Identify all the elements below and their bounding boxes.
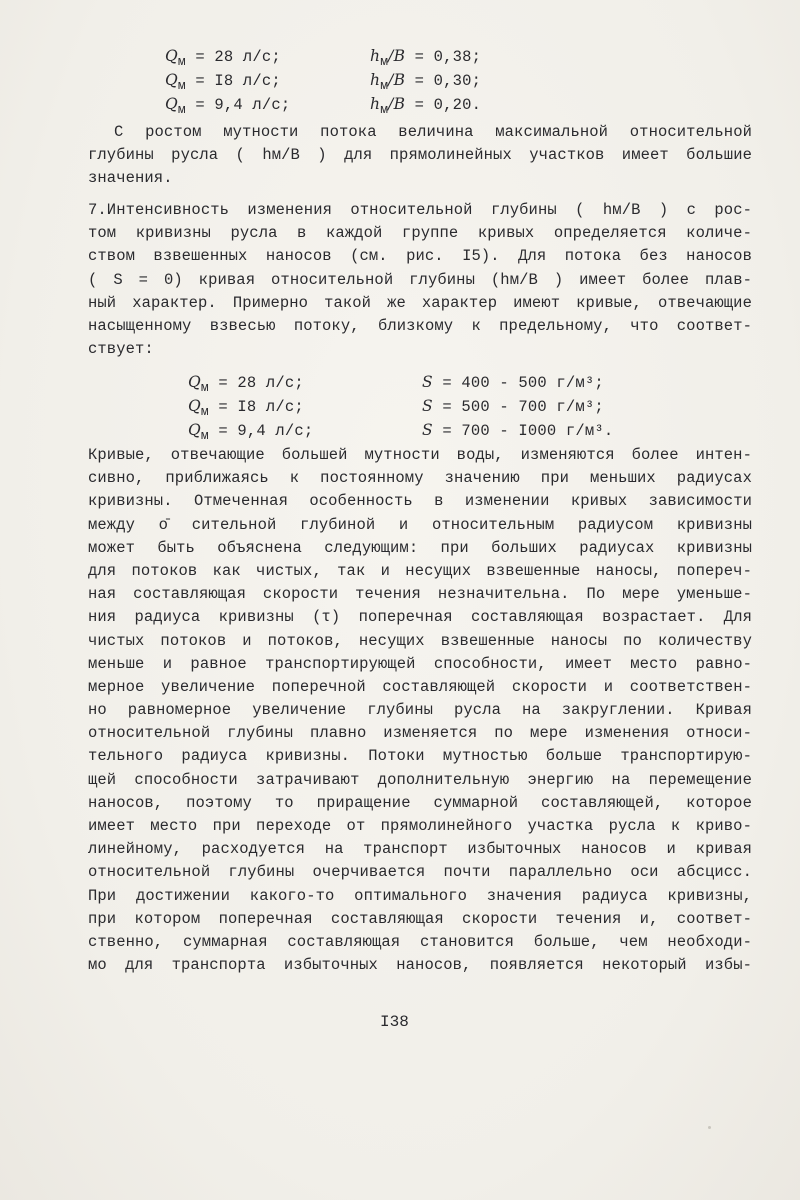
discharge-value: = I8 л/с; [218, 398, 304, 416]
formula-row: $Q_м = I8$ л/с; $h_м/B = 0,30$; [165, 71, 482, 94]
relative-depth-value: = 0,20. [414, 96, 482, 114]
turbidity-value: = 400 - 500 г/м³; [442, 374, 604, 392]
turbidity-value: = 500 - 700 г/м³; [442, 398, 604, 416]
text-line: ный характер. Примерно такой же характер имеют кривые, отвечающие [88, 293, 752, 312]
page-number: I38 [380, 1013, 409, 1031]
text-line: между о̄ сительной глубиной и относительным радиусом кривизны [88, 515, 752, 534]
formula-row: $Q_м = I8$ л/с; S = 500 - 700 г/м³; [188, 397, 604, 420]
relative-depth-value: = 0,38; [414, 48, 482, 66]
text-line: ния радиуса кривизны (τ) поперечная составляющая возрастает. Для [88, 608, 752, 627]
paragraph-2 [88, 199, 752, 361]
symbol-h: h [370, 71, 381, 89]
formula-row: $Q_м = 9,4$ л/с; $h_м/B = 0,20$. [165, 95, 482, 118]
formula-row: $Q_м = 28$ л/с; $h_м/B = 0,38$; [165, 47, 482, 70]
text-line: ственно, суммарная составляющая становится больше, чем необходи- [88, 932, 752, 951]
text-line: том кривизны русла в каждой группе кривых определяется количе- [88, 224, 752, 243]
text-line: кривизны. Отмеченная особенность в изменении кривых зависимости [88, 492, 752, 511]
text-line: относительной глубины плавно изменяется по мере изменения относи- [88, 724, 752, 743]
text-line: глубины русла ( hм/B ) для прямолинейных участков имеет большие [88, 146, 752, 165]
turbidity-value: = 700 - I000 г/м³. [442, 422, 614, 440]
discharge-value: = 28 л/с; [218, 374, 304, 392]
text-line: относительной глубины очерчивается почти параллельно оси абсцисс. [88, 863, 752, 882]
symbol-q: Q [165, 47, 178, 65]
text-line: ная составляющая скорости течения незначительна. По мере уменьше- [88, 585, 752, 604]
symbol-h: h [370, 95, 381, 113]
text-line: ( S = 0) кривая относительной глубины (hм/B ) имеет более плав- [88, 270, 752, 289]
text-line: С ростом мутности потока величина максимальной относительной [114, 123, 752, 141]
discharge-value: = I8 л/с; [195, 72, 281, 90]
discharge-value: = 28 л/с; [195, 48, 281, 66]
symbol-q: Q [188, 373, 201, 391]
text-line: ством взвешенных наносов (см. рис. I5). Для потока без наносов [88, 247, 752, 266]
text-line: при котором поперечная составляющая скорости течения и, соответ- [88, 909, 752, 928]
relative-depth-value: = 0,30; [414, 72, 482, 90]
symbol-q: Q [165, 71, 178, 89]
text-line: но равномерное увеличение глубины русла на закруглении. Кривая [88, 701, 752, 720]
formula-row: $Q_м = 28$ л/с; S = 400 - 500 г/м³; [188, 373, 604, 396]
text-line: чистых потоков и потоков, несущих взвешенные наносы по количеству [88, 631, 752, 650]
text-line: тельного радиуса кривизны. Потоки мутностью больше транспортирую- [88, 747, 752, 766]
text-line: может быть объяснена следующим: при больших радиусах кривизны [88, 538, 752, 557]
discharge-value: = 9,4 л/с; [195, 96, 291, 114]
text-line: Кривые, отвечающие большей мутности воды, изменяются более интен- [88, 446, 752, 464]
symbol-q: Q [165, 95, 178, 113]
text-line: При достижении какого-то оптимального значения радиуса кривизны, [88, 886, 752, 905]
symbol-s: S [422, 421, 433, 439]
symbol-q: Q [188, 397, 201, 415]
text-line: значения. [88, 169, 173, 188]
text-line: линейному, расходуется на транспорт избыточных наносов и кривая [88, 840, 752, 859]
symbol-s: S [422, 397, 433, 415]
formula-row: $Q_м = 9,4$ л/с; S = 700 - I000 г/м³. [188, 421, 614, 444]
symbol-s: S [422, 373, 433, 391]
paragraph-1 [88, 121, 752, 191]
formula-block-top [165, 44, 565, 116]
text-line: имеет место при переходе от прямолинейного участка русла к криво- [88, 817, 752, 835]
text-line: насыщенному взвесью потоку, близкому к предельному, что соответ- [88, 316, 752, 335]
text-line: наносов, поэтому то приращение суммарной составляющей, которое [88, 793, 752, 812]
symbol-h: h [370, 47, 381, 65]
paper-speck [708, 1126, 711, 1129]
text-line: мерное увеличение поперечной составляющей скорости и соответствен- [88, 677, 752, 696]
text-line: мо для транспорта избыточных наносов, появляется некоторый избы- [88, 956, 752, 975]
paragraph-3 [88, 444, 752, 977]
symbol-q: Q [188, 421, 201, 439]
text-line: ствует: [88, 340, 154, 359]
text-line: меньше и равное транспортирующей способности, имеет место равно- [88, 654, 752, 673]
text-line: 7.Интенсивность изменения относительной глубины ( hм/B ) с рос- [88, 201, 752, 219]
text-line: сивно, приближаясь к постоянному значению при меньших радиусах [88, 469, 752, 488]
text-line: щей способности затрачивают дополнительную энергию на перемещение [88, 770, 752, 789]
formula-block-middle [188, 370, 648, 442]
text-line: для потоков как чистых, так и несущих взвешенные наносы, попереч- [88, 561, 752, 580]
discharge-value: = 9,4 л/с; [218, 422, 314, 440]
